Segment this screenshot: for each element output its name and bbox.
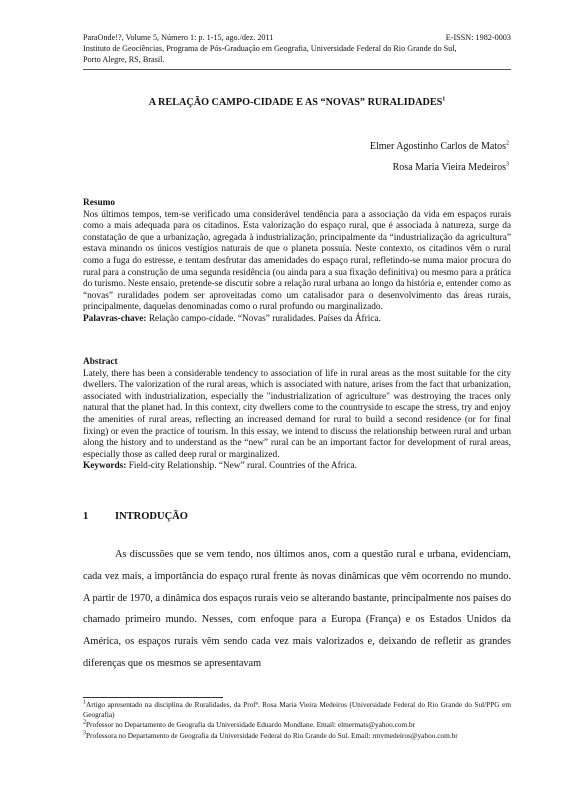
author-2 <box>393 162 509 173</box>
author-1 <box>370 141 509 152</box>
palavras-chave-label: Palavras-chave: <box>83 313 147 324</box>
keywords <box>83 461 511 473</box>
footnotes <box>83 700 511 741</box>
footnote-mark: 1 <box>83 699 86 706</box>
running-header <box>83 32 511 65</box>
author-name: Elmer Agostinho Carlos de Matos <box>369 141 506 152</box>
footnote-mark: 3 <box>83 730 86 737</box>
body-paragraph: As discussões que se vem tendo, nos últimos anos, com a questão rural e urbana, evidenciam, cada vez mais, a importância do espaço rural frente às novas dinâmicas que vêm ocorrendo no mundo. A partir de 1970, a dinâmica dos espaços rurais veio se alterando bastante, principalmente nos países do chamado primeiro mundo. Nesses, com enfoque para a Europa (França) e os Estados Unidos da América, os espaços rurais vêm sendo cada vez mais valorizados e, deixando de refletir as grandes diferenças que os mesmos se apresentavam <box>83 549 511 669</box>
resumo-text: Nos últimos tempos, tem-se verificado uma considerável tendência para a associação da vida em espaços rurais como a mais adequada para os citadinos. Esta valorização do espaço rural, que é associada à natureza, surge da constatação de que a urbanização, agregada à industrialização, principalmente da “industrialização da agricultura” estava minando os únicos vestígios naturais de que o planeta possuía. Neste contexto, os citadinos vêm o rural como a fuga do estresse, e tentam desfrutar das amenidades do espaço rural, refletindo-se numa maior procura do rural para a construção de uma segunda residência (ou ainda para a sua fixação definitiva) ou mesmo para a prática do turismo. Neste ensaio, pretende-se discutir sobre a relação rural urbana ao longo da história e, entender como as “novas” ruralidades podem ser aproveitadas como um catalisador para o desenvolvimento das áreas rurais, principalmente, daquelas denominadas como o rural profundo ou marginalizado. <box>83 209 511 313</box>
footnote-divider <box>83 697 223 698</box>
footnote <box>83 720 511 730</box>
footnote-mark: 2 <box>83 719 86 726</box>
footnote-text: Professor no Departamento de Geografia da Universidade Eduardo Mondlane. Email: elmermats@yahoo.com.br <box>86 720 416 729</box>
keywords-text: Field-city Relationship. “New” rural. Countries of the Africa. <box>128 461 357 472</box>
issn: E-ISSN: 1982-0003 <box>445 33 511 42</box>
article-title-text: A RELAÇÃO CAMPO-CIDADE E AS “NOVAS” RURALIDADES <box>148 97 443 108</box>
palavras-chave <box>83 314 511 326</box>
resumo-section <box>83 198 511 326</box>
article-title <box>83 97 511 108</box>
footnote-text: Artigo apresentado na disciplina de Ruralidades, da Profª. Rosa Maria Vieira Medeiros (Universidade Federal do Rio Grande do Sul/PPG em Geografia) <box>83 700 511 719</box>
footnote-text: Professora no Departamento de Geografia da Universidade Federal do Rio Grande do Sul. Email: rmvmedeiros@yahoo.com.br <box>86 730 458 740</box>
resumo-heading: Resumo <box>83 198 116 208</box>
header-divider <box>83 69 511 70</box>
institution-location: Porto Alegre, RS, Brasil. <box>83 55 165 64</box>
palavras-chave-text: Relação campo-cidade. “Novas” ruralidades. Países da África. <box>148 313 381 324</box>
section-number: 1 <box>83 511 89 522</box>
journal-citation: ParaOnde!?, Volume 5, Número 1: p. 1-15, ago./dez. 2011 <box>83 33 274 42</box>
abstract-section <box>83 357 511 473</box>
section-heading <box>83 511 188 522</box>
institution-line: Instituto de Geociências, Programa de Pós-Graduação em Geografia, Universidade Federal do Rio Grande do Sul, <box>83 44 457 53</box>
footnote <box>83 700 511 719</box>
abstract-text: Lately, there has been a considerable tendency to association of life in rural areas as the most suitable for the city dwellers. The valorization of the rural areas, which is associated with nature, arises from the fact that urbanization, associated with industrialization, especially the "industrialization of agriculture" was destroying the traces only natural that the planet had. In this context, city dwellers come to the countryside to escape the stress, try and enjoy the amenities of rural areas, reflecting an increased demand for rural to build a second residence (or for final fixing) or even the practice of tourism. In this essay, we intend to discuss the relationship between rural and urban along the history and to understand as the “new” rural can be an important factor for development of rural areas, especially those as called deep rural or marginalized. <box>83 368 511 460</box>
author-name: Rosa Maria Vieira Medeiros <box>392 162 506 173</box>
section-title: INTRODUÇÃO <box>115 511 188 522</box>
keywords-label: Keywords: <box>83 461 127 472</box>
footnote <box>83 731 511 741</box>
title-footnote-mark: 1 <box>442 96 446 103</box>
abstract-heading: Abstract <box>83 357 118 367</box>
author-footnote-mark: 2 <box>506 140 509 147</box>
author-footnote-mark: 3 <box>506 161 509 168</box>
